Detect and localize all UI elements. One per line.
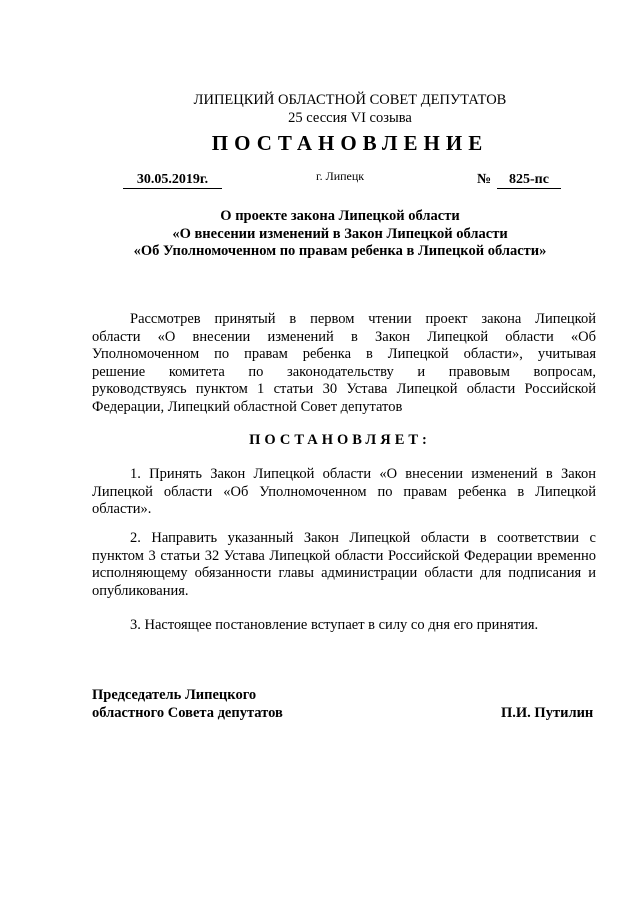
session-info: 25 сессия VI созыва [288, 110, 412, 126]
preamble-paragraph [92, 311, 596, 416]
document-number: 825-пс [497, 171, 561, 189]
resolution-item-3: 3. Настоящее постановление вступает в силу со дня его принятия. [130, 617, 539, 633]
preamble-line: Федерации, Липецкий областной Совет депутатов [92, 398, 403, 415]
document-date: 30.05.2019г. [123, 171, 222, 189]
signer-title-line: Председатель Липецкого [92, 687, 257, 703]
number-sign: № [477, 172, 492, 187]
subject-line: «Об Уполномоченном по правам ребенка в Липецкой области» [133, 243, 547, 259]
signer-title [92, 686, 283, 722]
preamble-line: Уполномоченном по правам ребенка в Липецкой области», учитывая [92, 346, 596, 362]
signer-name: П.И. Путилин [501, 705, 594, 721]
organization-name: ЛИПЕЦКИЙ ОБЛАСТНОЙ СОВЕТ ДЕПУТАТОВ [193, 92, 507, 108]
resolves-heading: ПОСТАНОВЛЯЕТ: [249, 432, 431, 448]
document-city: г. Липецк [316, 169, 365, 183]
resolution-item-1: 1. Принять Закон Липецкой области «О внесении изменений в Закон Липецкой области «Об Уполномоченном по правам ребенка в Липецкой области». [92, 466, 596, 517]
resolution-item-2: 2. Направить указанный Закон Липецкой области в соответствии с пунктом 3 статьи 32 Устава Липецкой области Российской Федерации временно исполняющему обязанности главы администрации области для подписания и опубликования. [92, 530, 596, 599]
signer-title-line: областного Совета депутатов [92, 705, 283, 721]
preamble-line: решение комитета по законодательству и правовым вопросам, [92, 363, 596, 380]
subject-line: О проекте закона Липецкой области [220, 208, 460, 224]
subject-line: «О внесении изменений в Закон Липецкой области [172, 225, 508, 242]
preamble-line: области «О внесении изменений в Закон Липецкой области «Об [92, 328, 596, 345]
preamble-line: Рассмотрев принятый в первом чтении проект закона Липецкой [130, 311, 596, 327]
document-subject [90, 208, 590, 261]
preamble-line: руководствуясь пунктом 1 статьи 30 Устава Липецкой области Российской [92, 381, 596, 397]
document-type-title: ПОСТАНОВЛЕНИЕ [211, 131, 489, 155]
